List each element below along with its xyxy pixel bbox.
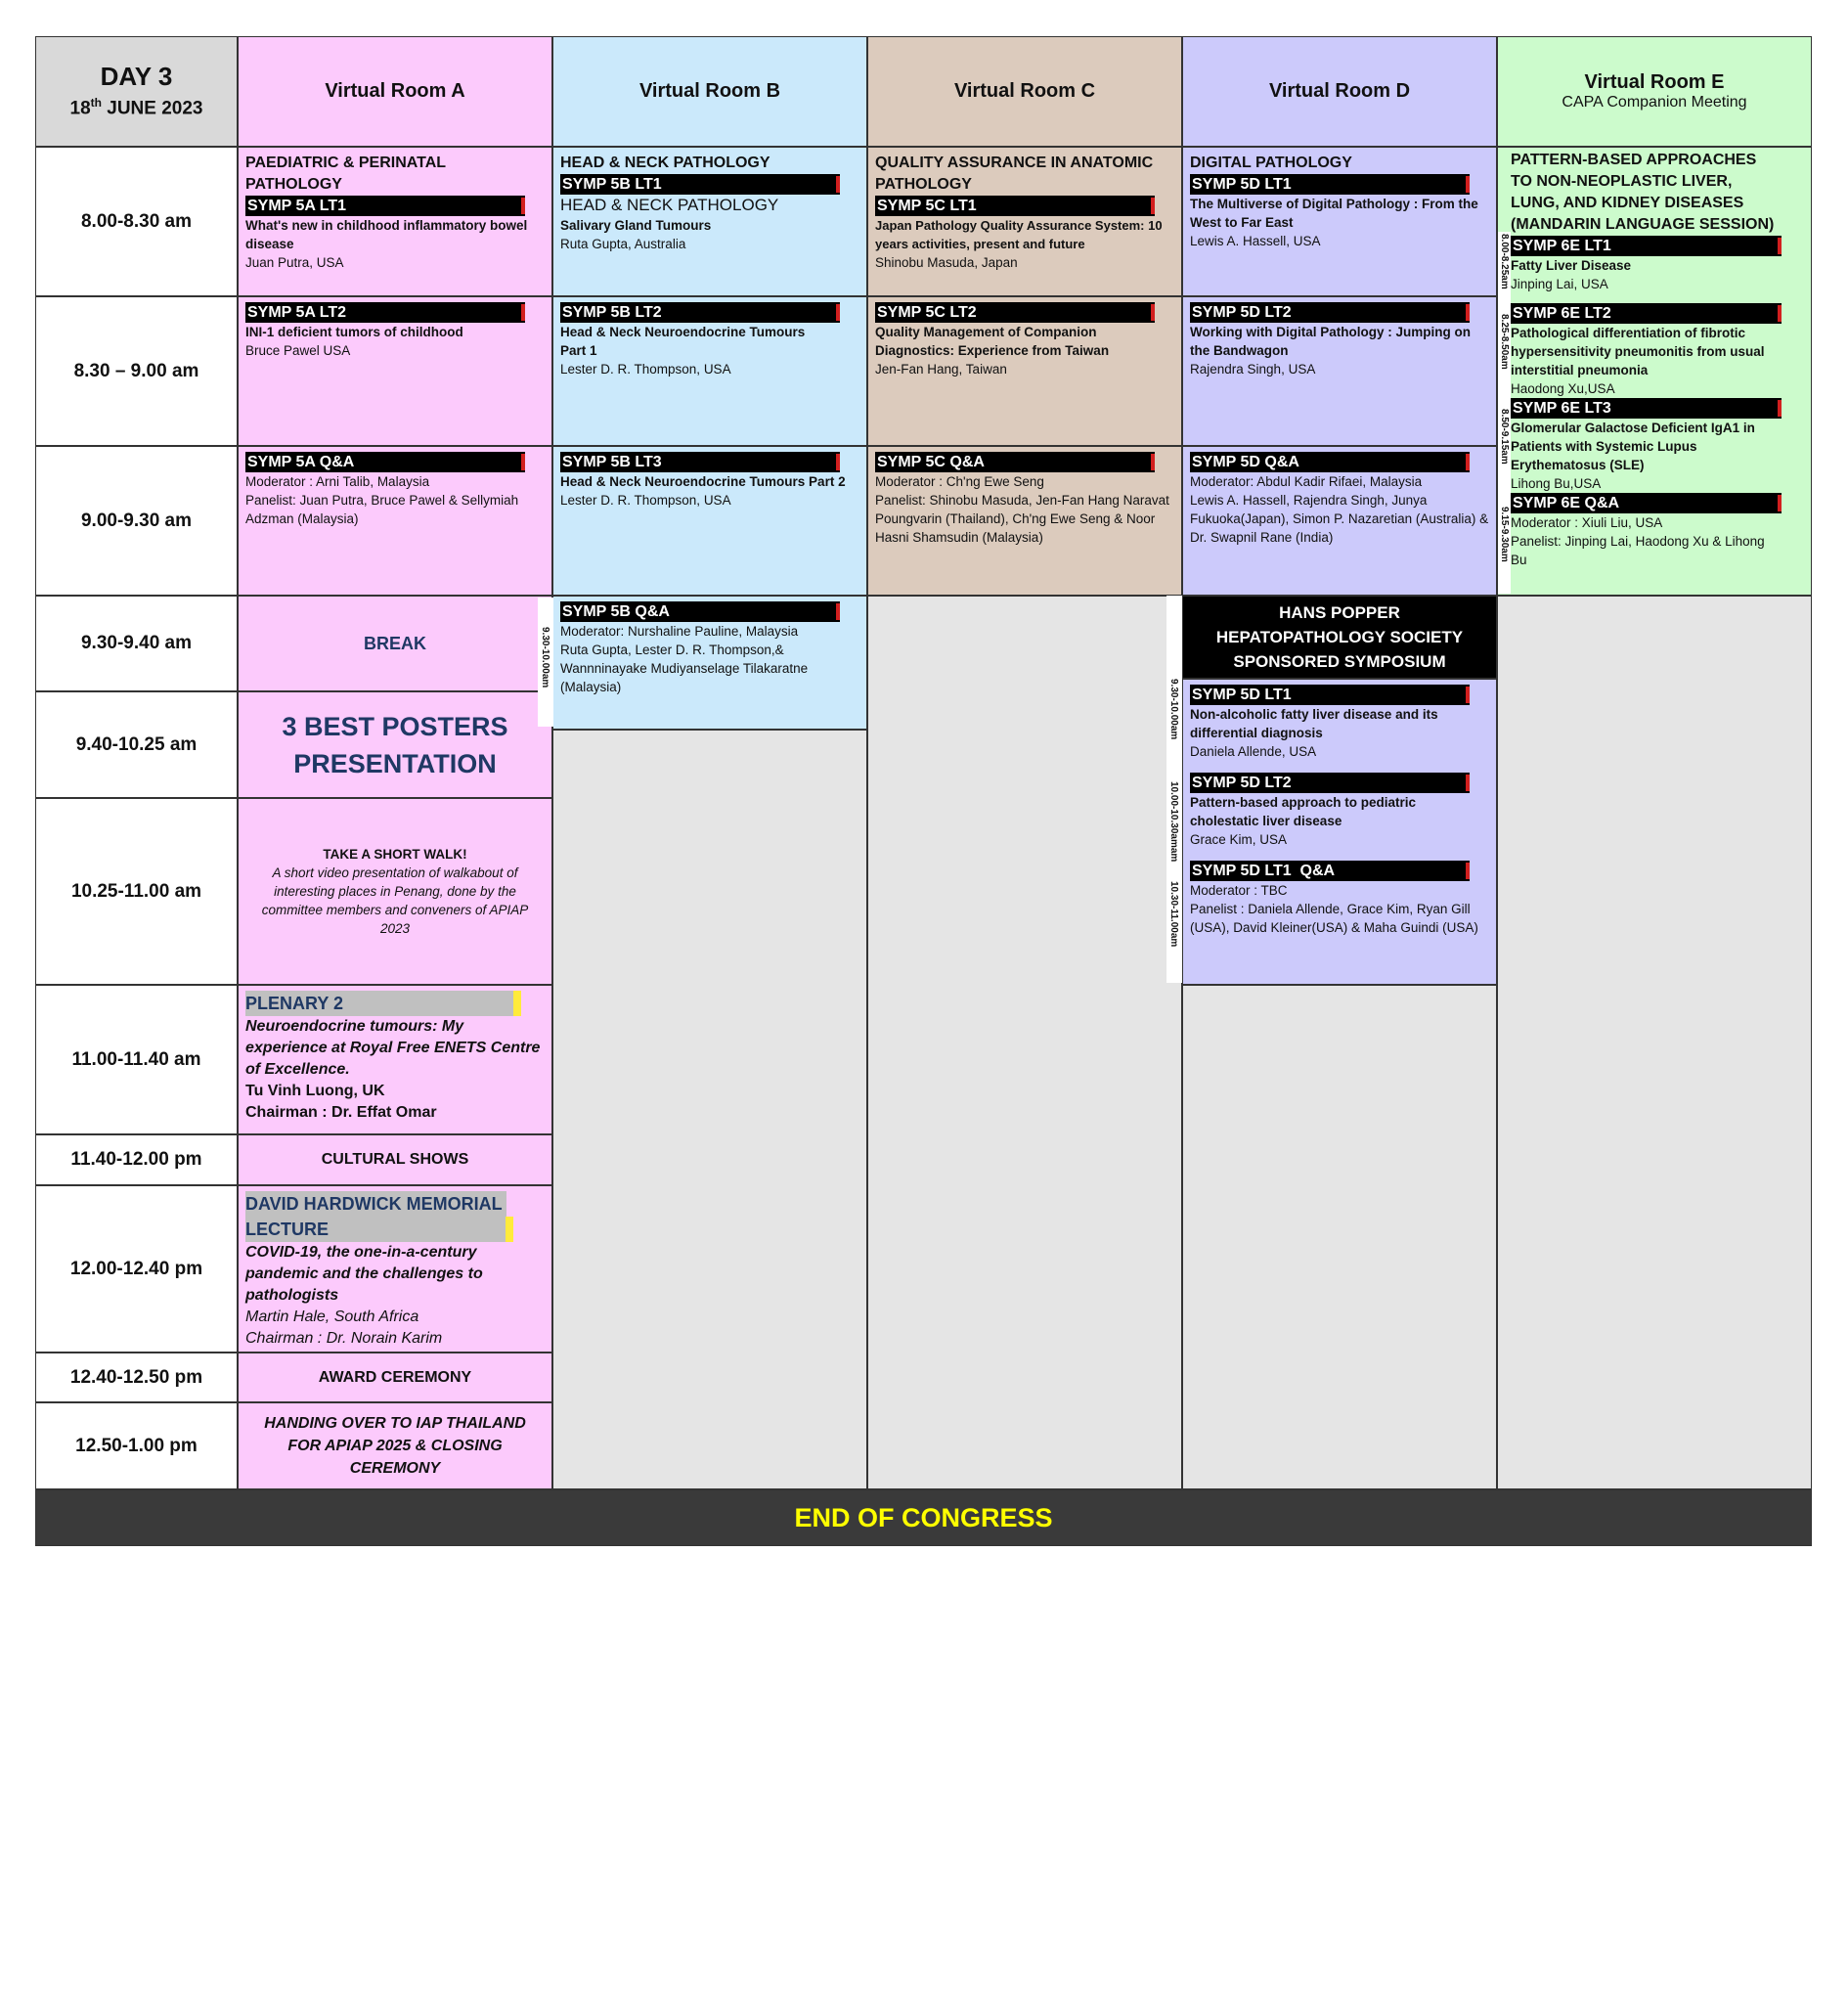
end-label: END OF CONGRESS — [794, 1502, 1053, 1532]
moderator: Moderator: Nurshaline Pauline, Malaysia — [560, 624, 799, 639]
room-a-handover — [238, 1402, 552, 1489]
room-a-break — [238, 596, 552, 691]
room-d-hp-session — [1182, 679, 1497, 985]
spacer — [1190, 849, 1489, 861]
time-slot: 12.00-12.40 pm — [35, 1185, 238, 1353]
session-heading: PAEDIATRIC & PERINATAL PATHOLOGY — [245, 155, 446, 193]
room-d-header — [1182, 36, 1497, 147]
room-a-name: Virtual Room A — [325, 80, 465, 102]
side-time-box — [1498, 232, 1511, 594]
symp-bar: SYMP 5D Q&A — [1190, 452, 1470, 472]
room-d-session-2 — [1182, 296, 1497, 446]
room-a-award — [238, 1353, 552, 1402]
time-slot: 10.25-11.00 am — [35, 798, 238, 985]
posters-label: 3 BEST POSTERS PRESENTATION — [282, 711, 508, 778]
date-label: 18th JUNE 2023 — [69, 96, 203, 119]
hardwick-title: COVID-19, the one-in-a-century pandemic and the challenges to pathologists — [245, 1244, 483, 1304]
room-d-session-1 — [1182, 147, 1497, 296]
day-label: DAY 3 — [100, 62, 173, 92]
symp-bar: SYMP 5B Q&A — [560, 601, 840, 622]
highlight-marker — [506, 1217, 513, 1242]
plenary-chair: Chairman : Dr. Effat Omar — [245, 1104, 437, 1121]
talk-title: The Multiverse of Digital Pathology : From the West to Far East — [1190, 197, 1478, 230]
end-of-congress-banner — [35, 1489, 1812, 1546]
symp-bar: SYMP 5B LT1 — [560, 174, 840, 195]
room-d-session-3 — [1182, 446, 1497, 596]
talk-title: Pathological differentiation of fibrotic hypersensitivity pneumonitis from usual interstitial pneumonia — [1511, 326, 1765, 377]
symp-bar: SYMP 5A Q&A — [245, 452, 525, 472]
talk-title: What's new in childhood inflammatory bowel disease — [245, 218, 528, 251]
speaker: Rajendra Singh, USA — [1190, 362, 1316, 377]
side-time-label: 10.00-10.30amam — [1168, 781, 1179, 863]
talk-title: Non-alcoholic fatty liver disease and its differential diagnosis — [1190, 707, 1438, 740]
room-e-name: Virtual Room E — [1584, 71, 1725, 93]
talk-title: Head & Neck Neuroendocrine Tumours Part 1 — [560, 325, 806, 358]
speaker: Bruce Pawel USA — [245, 343, 351, 358]
break-label: BREAK — [363, 633, 426, 653]
hardwick-heading-row — [245, 1191, 545, 1217]
speaker: Shinobu Masuda, Japan — [875, 255, 1018, 270]
session-heading: PATTERN-BASED APPROACHES TO NON-NEOPLASTIC LIVER, LUNG, AND KIDNEY DISEASES (MANDARIN LANGUAGE SESSION) — [1511, 152, 1775, 233]
time-slot: 9.40-10.25 am — [35, 691, 238, 798]
speaker: Lewis A. Hassell, USA — [1190, 234, 1321, 248]
symp-bar: SYMP 5D LT2 — [1190, 773, 1470, 793]
side-time-box — [538, 598, 553, 727]
side-time-label: 9.30-10.00am — [540, 627, 550, 688]
plenary-speaker: Tu Vinh Luong, UK — [245, 1083, 385, 1099]
spacer — [1190, 761, 1489, 773]
speaker: Ruta Gupta, Australia — [560, 237, 686, 251]
panelists: Ruta Gupta, Lester D. R. Thompson,& Wannninayake Mudiyanselage Tilakaratne (Malaysia) — [560, 643, 809, 694]
side-time-label: 8.25-8.50am — [1499, 314, 1510, 370]
speaker: Grace Kim, USA — [1190, 832, 1288, 847]
plenary-heading: PLENARY 2 — [245, 991, 513, 1016]
panelists: Panelist : Daniela Allende, Grace Kim, Ryan Gill (USA), David Kleiner(USA) & Maha Guindi (USA) — [1190, 902, 1478, 935]
room-c-name: Virtual Room C — [953, 80, 1096, 102]
moderator: Moderator : TBC — [1190, 883, 1288, 898]
speaker: Haodong Xu,USA — [1511, 381, 1615, 396]
session-heading: DIGITAL PATHOLOGY — [1190, 155, 1352, 171]
room-a-session-2 — [238, 296, 552, 446]
room-e-empty — [1497, 596, 1812, 1489]
symp-bar: SYMP 6E Q&A — [1511, 493, 1782, 513]
side-time-label: 9.30-10.00am — [1168, 679, 1179, 740]
room-e-session — [1497, 147, 1812, 596]
room-a-header — [238, 36, 552, 147]
room-a-cultural — [238, 1134, 552, 1185]
hans-popper-title: HANS POPPER HEPATOPATHOLOGY SOCIETY SPONSORED SYMPOSIUM — [1215, 603, 1464, 671]
speaker: Jen-Fan Hang, Taiwan — [875, 362, 1007, 377]
moderator: Moderator : Ch'ng Ewe Seng — [875, 474, 1044, 489]
symp-bar: SYMP 5D LT1 — [1190, 174, 1470, 195]
speaker: Juan Putra, USA — [245, 255, 344, 270]
talk-title: Quality Management of Companion Diagnostics: Experience from Taiwan — [875, 325, 1110, 358]
symp-bar: SYMP 6E LT2 — [1511, 303, 1782, 324]
side-time-label: 9.15-9.30am — [1499, 507, 1510, 562]
room-b-session-2 — [552, 296, 867, 446]
symp-bar: SYMP 5C Q&A — [875, 452, 1155, 472]
symp-bar: SYMP 5D LT1 — [1190, 685, 1470, 705]
plenary-title: Neuroendocrine tumours: My experience at Royal Free ENETS Centre of Excellence. — [245, 1018, 541, 1078]
time-slot: 8.30 – 9.00 am — [35, 296, 238, 446]
room-b-empty — [552, 730, 867, 1489]
room-a-hardwick — [238, 1185, 552, 1353]
symp-bar: SYMP 6E LT3 — [1511, 398, 1782, 419]
room-d-empty — [1182, 985, 1497, 1489]
talk-title: INI-1 deficient tumors of childhood — [245, 325, 463, 339]
time-slot: 8.00-8.30 am — [35, 147, 238, 296]
speaker: Jinping Lai, USA — [1511, 277, 1608, 291]
award-label: AWARD CEREMONY — [318, 1368, 472, 1386]
panelists: Panelist: Juan Putra, Bruce Pawel & Sellymiah Adzman (Malaysia) — [245, 493, 519, 526]
session-heading: QUALITY ASSURANCE IN ANATOMIC PATHOLOGY — [875, 155, 1154, 193]
time-slot: 9.00-9.30 am — [35, 446, 238, 596]
talk-title: Japan Pathology Quality Assurance System: 10 years activities, present and future — [875, 218, 1163, 251]
time-slot: 9.30-9.40 am — [35, 596, 238, 691]
room-c-header — [867, 36, 1182, 147]
moderator: Moderator: Abdul Kadir Rifaei, Malaysia — [1190, 474, 1423, 489]
side-time-label: 10.30-11.00am — [1168, 881, 1179, 948]
room-c-empty — [867, 596, 1182, 1489]
side-time-label: 8.50-9.15am — [1499, 409, 1510, 465]
room-e-sub: CAPA Companion Meeting — [1562, 94, 1747, 111]
room-d-name: Virtual Room D — [1268, 80, 1411, 102]
talk-title: Glomerular Galactose Deficient IgA1 in Patients with Systemic Lupus Erythematosus (SLE) — [1511, 421, 1755, 472]
time-slot: 11.00-11.40 am — [35, 985, 238, 1134]
room-b-header — [552, 36, 867, 147]
panelists: Panelist: Shinobu Masuda, Jen-Fan Hang Naravat Poungvarin (Thailand), Ch'ng Ewe Seng & Noor Hasni Shamsudin (Malaysia) — [875, 493, 1169, 545]
side-time-label: 8.00-8.25am — [1499, 234, 1510, 289]
session-heading: HEAD & NECK PATHOLOGY — [560, 155, 770, 171]
room-c-session-2 — [867, 296, 1182, 446]
hardwick-heading-row-2 — [245, 1217, 545, 1242]
walk-text: A short video presentation of walkabout of interesting places in Penang, done by the committee members and conveners of APIAP 2023 — [261, 865, 529, 936]
symp-bar: SYMP 5D LT2 — [1190, 302, 1470, 323]
cultural-label: CULTURAL SHOWS — [321, 1151, 469, 1168]
moderator: Moderator : Xiuli Liu, USA — [1511, 515, 1663, 530]
room-a-walk — [238, 798, 552, 985]
room-b-session-3 — [552, 446, 867, 596]
time-slot: 12.40-12.50 pm — [35, 1353, 238, 1402]
room-e-header — [1497, 36, 1812, 147]
room-c-session-1 — [867, 147, 1182, 296]
hans-popper-header — [1182, 596, 1497, 679]
room-b-session-1 — [552, 147, 867, 296]
speaker: Lester D. R. Thompson, USA — [560, 362, 731, 377]
side-time-box — [1166, 596, 1182, 983]
day-header — [35, 36, 238, 147]
symp-bar: SYMP 5D LT1 Q&A — [1190, 861, 1470, 881]
highlight-marker — [513, 991, 521, 1016]
panelists: Panelist: Jinping Lai, Haodong Xu & Lihong Bu — [1511, 534, 1765, 567]
panelists: Lewis A. Hassell, Rajendra Singh, Junya Fukuoka(Japan), Simon P. Nazaretian (Australia) & Dr. Swapnil Rane (India) — [1190, 493, 1489, 545]
room-a-plenary — [238, 985, 552, 1134]
room-b-session-4 — [552, 596, 867, 730]
time-slot: 11.40-12.00 pm — [35, 1134, 238, 1185]
session-subheading: HEAD & NECK PATHOLOGY — [560, 196, 779, 214]
symp-bar: SYMP 5B LT3 — [560, 452, 840, 472]
hardwick-speaker: Martin Hale, South Africa — [245, 1308, 419, 1325]
symp-bar: SYMP 5C LT2 — [875, 302, 1155, 323]
symp-bar: SYMP 5A LT1 — [245, 196, 525, 216]
speaker: Lihong Bu,USA — [1511, 476, 1602, 491]
symp-bar: SYMP 6E LT1 — [1511, 236, 1782, 256]
time-slot: 12.50-1.00 pm — [35, 1402, 238, 1489]
walk-title: TAKE A SHORT WALK! — [323, 847, 467, 862]
plenary-heading-row — [245, 991, 545, 1016]
symp-bar: SYMP 5B LT2 — [560, 302, 840, 323]
hardwick-heading-2: LECTURE — [245, 1217, 506, 1242]
speaker: Lester D. R. Thompson, USA — [560, 493, 731, 508]
speaker: Daniela Allende, USA — [1190, 744, 1317, 759]
spacer — [1511, 293, 1782, 303]
room-b-name: Virtual Room B — [638, 80, 781, 102]
talk-title: Salivary Gland Tumours — [560, 218, 712, 233]
hardwick-heading-1: DAVID HARDWICK MEMORIAL — [245, 1191, 506, 1217]
talk-title: Fatty Liver Disease — [1511, 258, 1632, 273]
talk-title: Pattern-based approach to pediatric cholestatic liver disease — [1190, 795, 1417, 828]
room-c-session-3 — [867, 446, 1182, 596]
room-a-session-3 — [238, 446, 552, 596]
handover-label: HANDING OVER TO IAP THAILAND FOR APIAP 2025 & CLOSING CEREMONY — [264, 1415, 526, 1477]
symp-bar: SYMP 5A LT2 — [245, 302, 525, 323]
symp-bar: SYMP 5C LT1 — [875, 196, 1155, 216]
talk-title: Head & Neck Neuroendocrine Tumours Part 2 — [560, 474, 846, 489]
talk-title: Working with Digital Pathology : Jumping on the Bandwagon — [1190, 325, 1471, 358]
room-a-posters — [238, 691, 552, 798]
hardwick-chair: Chairman : Dr. Norain Karim — [245, 1330, 443, 1347]
moderator: Moderator : Arni Talib, Malaysia — [245, 474, 430, 489]
room-a-session-1 — [238, 147, 552, 296]
